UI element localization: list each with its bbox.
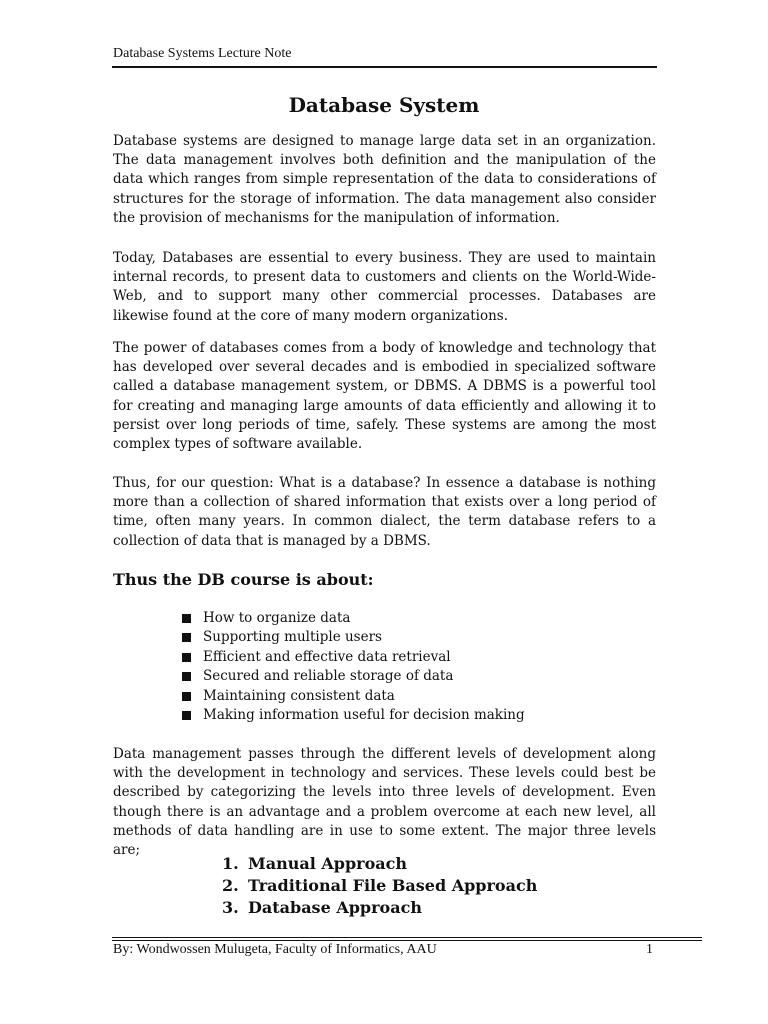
- levels-list: [222, 853, 537, 919]
- list-item-label: Efficient and effective data retrieval: [203, 648, 451, 665]
- course-topics-list: [181, 609, 525, 725]
- level-label: Traditional File Based Approach: [248, 876, 538, 895]
- footer-author: By: Wondwossen Mulugeta, Faculty of Informatics, AAU: [113, 942, 437, 957]
- footer-rule-top: [112, 937, 702, 938]
- header-rule: [112, 66, 657, 68]
- paragraph-definition: Thus, for our question: What is a database? In essence a database is nothing more than a collection of shared information that exists over a long period of time, often many years. In common dialect, the term database refers to a collection of data that is managed by a DBMS.: [113, 475, 656, 549]
- running-header: Database Systems Lecture Note: [113, 46, 292, 61]
- square-bullet-icon: [182, 614, 191, 623]
- square-bullet-icon: [182, 711, 191, 720]
- list-item: [181, 706, 525, 725]
- paragraph-dbms: The power of databases comes from a body of knowledge and technology that has developed over several decades and is embodied in specialized software called a database management system, or DBMS. A DBMS is a powerful tool for creating and managing large amounts of data efficiently and allowing it to persist over long periods of time, safely. These systems are among the most complex types of software available.: [113, 340, 656, 453]
- list-item: [181, 609, 525, 628]
- paragraph-levels: Data management passes through the different levels of development along with the development in technology and services. These levels could best be described by categorizing the levels into three levels of development. Even though there is an advantage and a problem overcome at each new level, all methods of data handling are in use to some extent. The major three levels are;: [113, 746, 656, 859]
- paragraph-intro: Database systems are designed to manage large data set in an organization. The data management involves both definition and the manipulation of the data which ranges from simple representation of the data to considerations of structures for the storage of information. The data management also consider the provision of mechanisms for the manipulation of information.: [113, 133, 656, 226]
- level-item-manual: [222, 853, 537, 875]
- level-item-database: [222, 897, 537, 919]
- list-item-label: Making information useful for decision making: [203, 707, 525, 724]
- list-item: [181, 687, 525, 706]
- level-label: Manual Approach: [248, 854, 407, 873]
- list-item-label: How to organize data: [203, 610, 351, 626]
- list-item: [181, 628, 525, 647]
- square-bullet-icon: [182, 672, 191, 681]
- page-number: 1: [646, 942, 653, 957]
- level-number: 3.: [222, 898, 239, 917]
- level-item-file-based: [222, 875, 537, 897]
- list-item-label: Maintaining consistent data: [203, 687, 395, 704]
- paragraph-business: Today, Databases are essential to every business. They are used to maintain internal records, to present data to customers and clients on the World-Wide-Web, and to support many other commercial processes. Databases are likewise found at the core of many modern organizations.: [113, 250, 656, 324]
- footer-rule-bottom: [112, 940, 702, 941]
- list-item: [181, 667, 525, 686]
- square-bullet-icon: [182, 653, 191, 662]
- square-bullet-icon: [182, 633, 191, 642]
- level-number: 2.: [222, 876, 239, 895]
- list-item: [181, 648, 525, 667]
- list-item-label: Secured and reliable storage of data: [203, 668, 454, 685]
- square-bullet-icon: [182, 692, 191, 701]
- level-label: Database Approach: [248, 898, 422, 917]
- course-heading: Thus the DB course is about:: [113, 570, 374, 589]
- level-number: 1.: [222, 854, 239, 873]
- page-title: Database System: [288, 93, 480, 117]
- list-item-label: Supporting multiple users: [203, 629, 382, 646]
